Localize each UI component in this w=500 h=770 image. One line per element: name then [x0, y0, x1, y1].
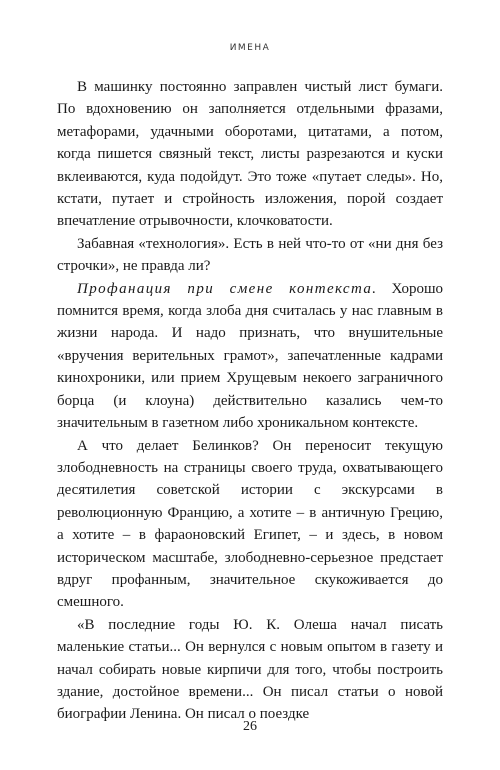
paragraph-5: «В последние годы Ю. К. Олеша начал писать маленькие статьи... Он вернулся с новым опытом в газету и начал собирать новые кирпичи для того, чтобы построить здание, достойное времени... Он писал статьи о новой биографии Ленина. Он писал о поездке — [57, 616, 443, 723]
running-head: ИМЕНА — [229, 43, 271, 53]
spaced-italic-lead: Профанация при смене контекста. — [77, 280, 378, 297]
paragraph-3-text: Хорошо помнится время, когда злоба дня считалась у нас главным в жизни народа. И надо признать, что внушительные «вручения верительных грамот», запечатленные кадрами кинохроники, или прием Хрущевым некоего заграничного борца (и клоуна) действительно казались чем-то значительным в газетном либо хроникальном контексте. — [57, 280, 443, 432]
paragraph-4: А что делает Белинков? Он переносит текущую злободневность на страницы своего труда, охватывающего десятилетия советской истории с экскурсами в революционную Францию, а хотите – в античную Грецию, а хотите – в фараоновский Египет, – и здесь, в новом историческом масштабе, злободневно-серьезное предстает вдруг профанным, значительное скукоживается до смешного. — [57, 437, 443, 611]
paragraph-3 — [57, 278, 443, 435]
paragraph-2: Забавная «технология». Есть в ней что-то от «ни дня без строчки», не правда ли? — [57, 235, 443, 275]
body-text — [57, 76, 443, 726]
page-number: 26 — [243, 719, 257, 734]
paragraph-1: В машинку постоянно заправлен чистый лист бумаги. По вдохновению он заполняется отдельными фразами, метафорами, удачными оборотами, цитатами, а потом, когда пишется связный текст, листы разрезаются и куски вклеиваются, куда подойдут. Это тоже «путает следы». Но, кстати, путает и стройность изложения, порой создает впечатление отрывочности, клочковатости. — [57, 79, 443, 230]
